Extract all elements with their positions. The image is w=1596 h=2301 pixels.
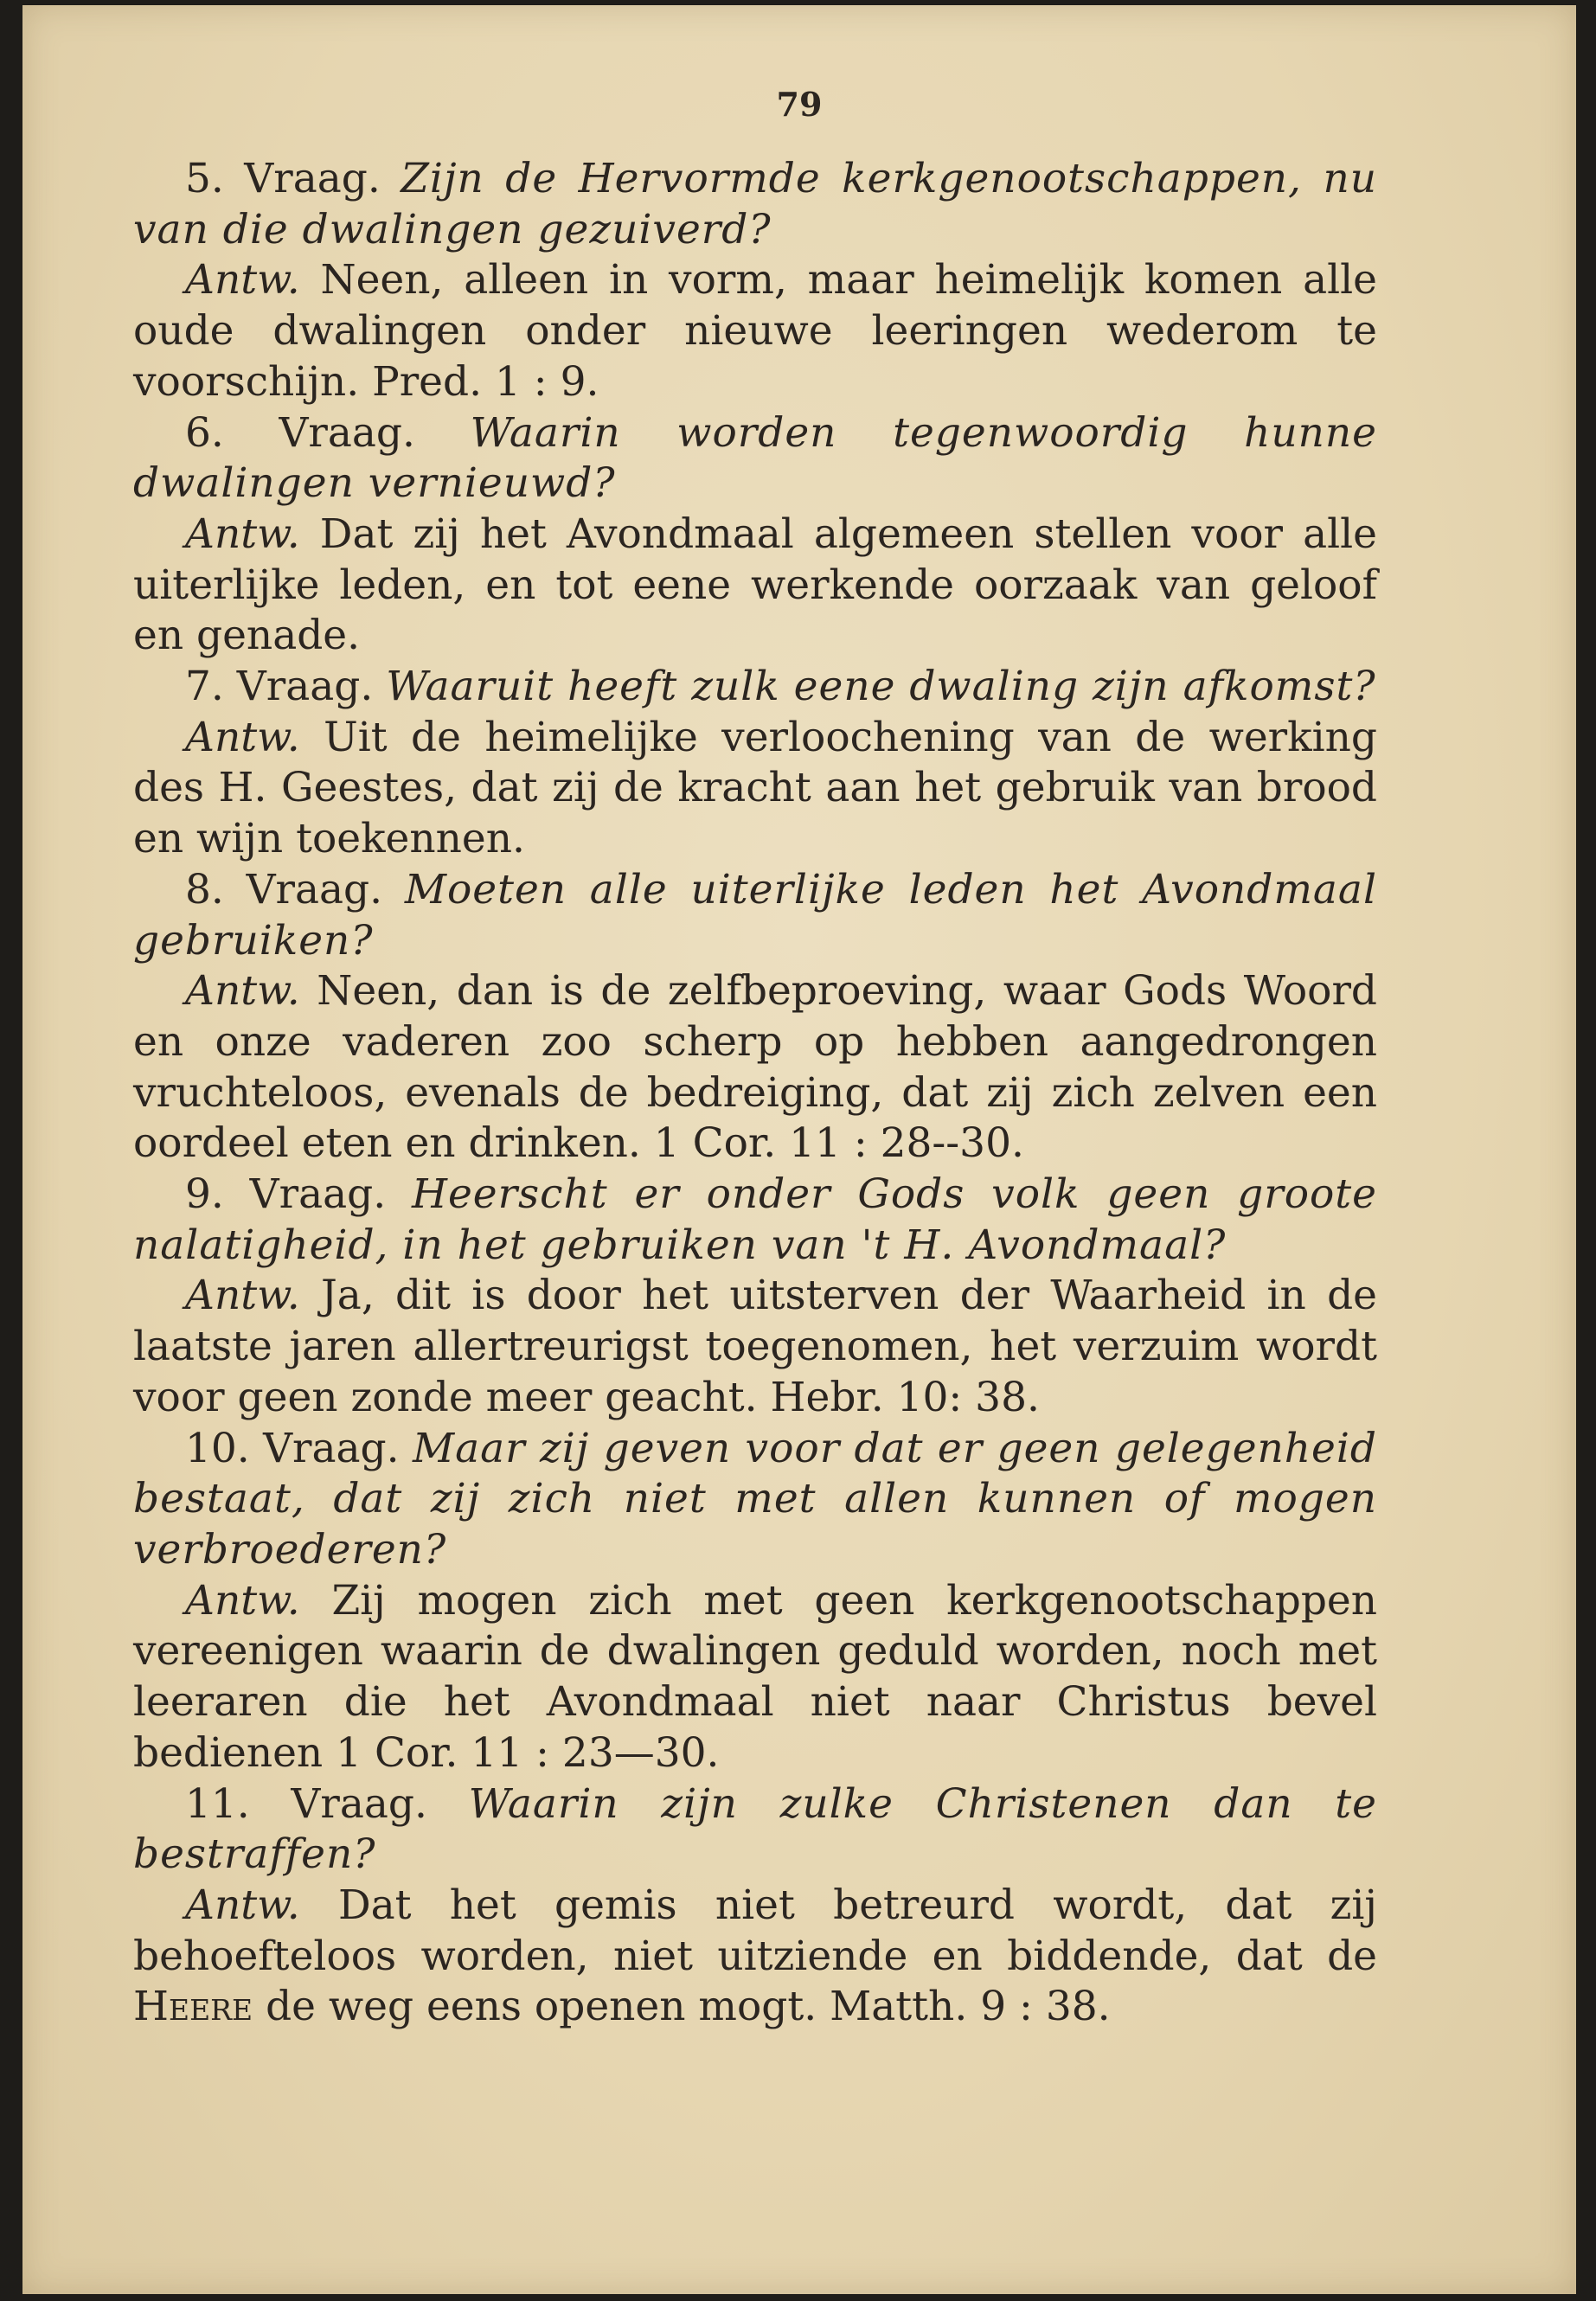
answer-11 <box>133 1881 1377 2033</box>
question-number: 6. Vraag. <box>185 408 415 457</box>
answer-label: Antw. <box>185 713 300 761</box>
answer-label: Antw. <box>185 1576 300 1625</box>
answer-text: Zij mogen zich met geen kerkgenootschappen vereenigen waarin de dwalingen geduld worden, noch met leeraren die het Avondmaal niet naar Christus bevel bedienen 1 Cor. 11 : 23—30. <box>133 1576 1377 1777</box>
question-number: 11. Vraag. <box>185 1779 427 1828</box>
question-text: Heerscht er onder Gods volk geen groote nalatigheid, in het gebruiken van 't H. Avondmaal? <box>133 1170 1377 1269</box>
question-7 <box>133 662 1377 713</box>
question-10 <box>133 1424 1377 1576</box>
question-number: 9. Vraag. <box>185 1170 387 1219</box>
question-6 <box>133 408 1377 510</box>
answer-9 <box>133 1271 1377 1423</box>
answer-label: Antw. <box>185 256 300 304</box>
question-number: 10. Vraag. <box>185 1424 400 1472</box>
answer-text-end: de weg eens openen mogt. Matth. 9 : 38. <box>266 1983 1111 2031</box>
answer-text-heere: Heere <box>133 1983 253 2031</box>
question-number: 8. Vraag. <box>185 865 383 913</box>
question-text: Waarin zijn zulke Christenen dan te bestraffen? <box>133 1779 1377 1879</box>
answer-text: Neen, dan is de zelfbeproeving, waar Gods Woord en onze vaderen zoo scherp op hebben aangedrongen vruchteloos, evenals de bedreiging, dat zij zich zelven een oordeel eten en drinken. 1 Cor. 11 : 28--30. <box>133 967 1377 1168</box>
question-5 <box>133 154 1377 255</box>
question-text: Maar zij geven voor dat er geen gelegenheid bestaat, dat zij zich niet met allen kunnen of mogen verbroederen? <box>133 1424 1377 1574</box>
answer-label: Antw. <box>185 1881 300 1929</box>
book-page <box>22 5 1576 2294</box>
answer-text: Uit de heimelijke verloochening van de werking des H. Geestes, dat zij de kracht aan het gebruik van brood en wijn toekennen. <box>133 713 1377 863</box>
question-number: 7. Vraag. <box>185 663 374 711</box>
question-8 <box>133 865 1377 966</box>
catechism-text <box>133 154 1377 2033</box>
answer-text: Dat zij het Avondmaal algemeen stellen voor alle uiterlijke leden, en tot eene werkende oorzaak van geloof en genade. <box>133 510 1377 660</box>
question-text: Zijn de Hervormde kerkgenootschappen, nu van die dwalingen gezuiverd? <box>133 155 1377 253</box>
question-number: 5. Vraag. <box>185 155 381 202</box>
question-9 <box>133 1170 1377 1271</box>
question-text: Waaruit heeft zulk eene dwaling zijn afkomst? <box>386 663 1376 711</box>
answer-text: Ja, dit is door het uitsterven der Waarheid in de laatste jaren allertreurigst toegenomen, het verzuim wordt voor geen zonde meer geacht. Hebr. 10: 38. <box>133 1272 1377 1421</box>
question-text: Moeten alle uiterlijke leden het Avondmaal gebruiken? <box>133 865 1377 965</box>
page-number: 79 <box>776 85 823 124</box>
question-11 <box>133 1779 1377 1881</box>
answer-8 <box>133 966 1377 1170</box>
answer-7 <box>133 713 1377 865</box>
answer-text-start: Dat het gemis niet betreurd wordt, dat zij behoefteloos worden, niet uitziende en biddende, dat de <box>133 1881 1377 1980</box>
answer-label: Antw. <box>185 967 300 1016</box>
answer-label: Antw. <box>185 510 300 558</box>
answer-6 <box>133 510 1377 662</box>
answer-text: Neen, alleen in vorm, maar heimelijk komen alle oude dwalingen onder nieuwe leeringen wederom te voorschijn. Pred. 1 : 9. <box>133 256 1377 406</box>
question-text: Waarin worden tegenwoordig hunne dwalingen vernieuwd? <box>133 408 1377 508</box>
answer-5 <box>133 255 1377 407</box>
answer-label: Antw. <box>185 1272 300 1320</box>
answer-10 <box>133 1576 1377 1779</box>
